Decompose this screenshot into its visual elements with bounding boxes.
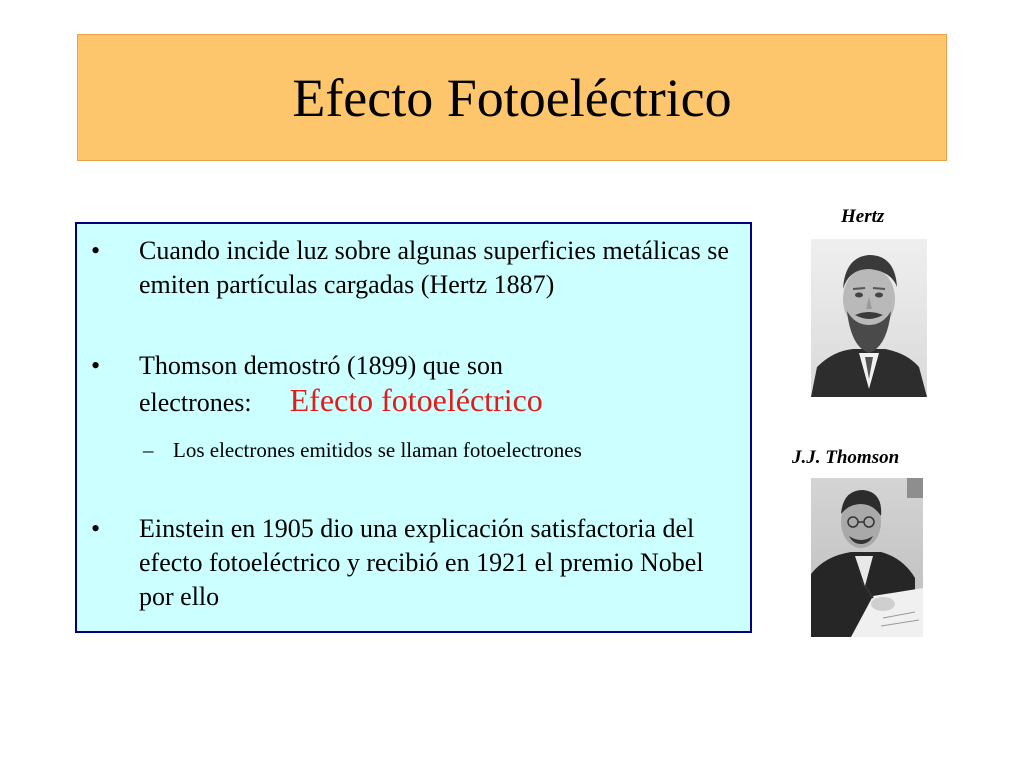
slide-title: Efecto Fotoeléctrico xyxy=(292,67,732,128)
bullet-text: Einstein en 1905 dio una explicación satisfactoria del efecto fotoeléctrico y recibió en 1921 el premio Nobel por ello xyxy=(139,514,704,611)
bullet-marker: • xyxy=(91,351,101,380)
bullet-item-einstein xyxy=(91,512,741,614)
sub-bullet-item xyxy=(143,437,743,463)
title-banner xyxy=(77,34,947,161)
bullet-text: Cuando incide luz sobre algunas superficies metálicas se emiten partículas cargadas (Hertz 1887) xyxy=(139,236,729,299)
bullet-text: Thomson demostró (1899) que son electrones: xyxy=(139,351,503,417)
thomson-portrait xyxy=(811,478,923,637)
hertz-portrait-image xyxy=(811,239,927,397)
thomson-caption: J.J. Thomson xyxy=(792,447,900,468)
hertz-caption: Hertz xyxy=(841,206,885,227)
highlight-text: Efecto fotoeléctrico xyxy=(289,382,543,418)
bullet-marker: • xyxy=(91,236,101,265)
bullet-item-hertz xyxy=(91,234,741,302)
bullet-item-thomson xyxy=(91,349,741,420)
hertz-portrait xyxy=(811,239,927,397)
sub-bullet-marker: – xyxy=(143,438,154,462)
thomson-portrait-image xyxy=(811,478,923,637)
content-box xyxy=(75,222,752,633)
bullet-marker: • xyxy=(91,514,101,543)
sub-bullet-text: Los electrones emitidos se llaman fotoelectrones xyxy=(173,438,582,462)
